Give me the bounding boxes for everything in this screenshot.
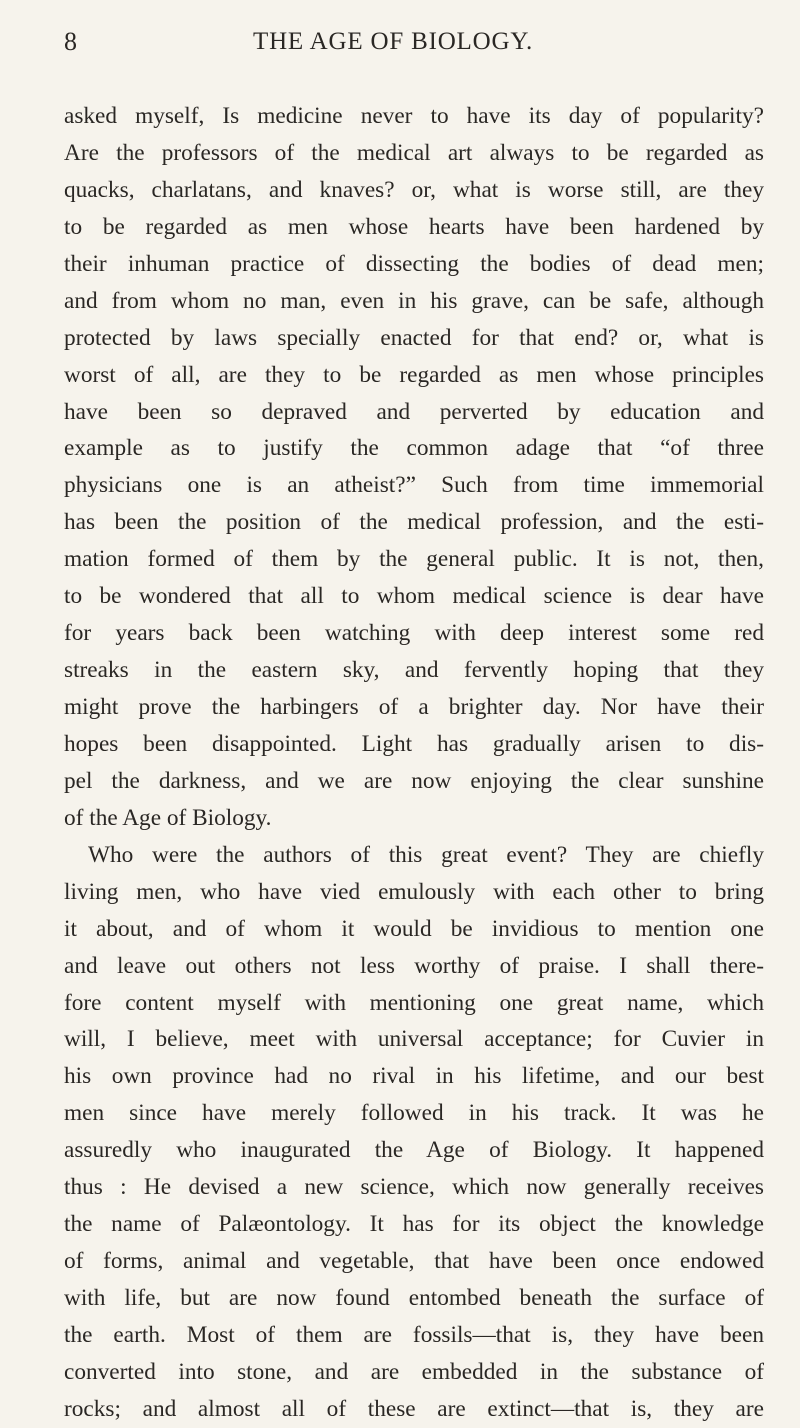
text-line: living men, who have vied emulously with each other to bring	[64, 878, 764, 905]
text-line: to be wondered that all to whom medical science is dear have	[64, 583, 764, 610]
text-line: it about, and of whom it would be invidious to mention one	[64, 915, 764, 942]
text-line: and leave out others not less worthy of praise. I shall there-	[64, 952, 764, 979]
text-line: quacks, charlatans, and knaves? or, what is worse still, are they	[64, 176, 764, 203]
text-line: pel the darkness, and we are now enjoying the clear sunshine	[64, 767, 764, 794]
text-line: assuredly who inaugurated the Age of Biology. It happened	[64, 1137, 764, 1164]
text-line: example as to justify the common adage that “of three	[64, 435, 764, 462]
text-line: will, I believe, meet with universal acceptance; for Cuvier in	[64, 1026, 764, 1053]
text-line: has been the position of the medical profession, and the esti-	[64, 509, 764, 536]
text-line: of the Age of Biology.	[64, 804, 272, 831]
text-line: might prove the harbingers of a brighter day. Nor have their	[64, 694, 764, 720]
text-line: worst of all, are they to be regarded as men whose principles	[64, 361, 764, 388]
text-line: fore content myself with mentioning one great name, which	[64, 989, 764, 1016]
text-line: to be regarded as men whose hearts have been hardened by	[64, 213, 764, 240]
text-line: his own province had no rival in his lifetime, and our best	[64, 1063, 764, 1090]
text-line: asked myself, Is medicine never to have its day of popularity?	[64, 103, 764, 129]
text-line: of forms, animal and vegetable, that have been once endowed	[64, 1248, 764, 1275]
text-line: men since have merely followed in his track. It was he	[64, 1100, 764, 1127]
body-text	[64, 98, 764, 1428]
running-head	[64, 26, 800, 58]
text-line: Who were the authors of this great event? They are chiefly	[88, 841, 764, 868]
running-title: THE AGE OF BIOLOGY.	[253, 28, 534, 55]
text-line: rocks; and almost all of these are extinct—that is, they are	[64, 1395, 764, 1422]
text-line: and from whom no man, even in his grave, can be safe, although	[64, 287, 764, 314]
page-number: 8	[64, 27, 78, 56]
text-line: streaks in the eastern sky, and fervently hoping that they	[64, 657, 764, 684]
text-line: converted into stone, and are embedded in the substance of	[64, 1358, 764, 1385]
text-line: their inhuman practice of dissecting the bodies of dead men;	[64, 250, 764, 277]
text-line: have been so depraved and perverted by education and	[64, 398, 764, 425]
text-line: the earth. Most of them are fossils—that is, they have been	[64, 1321, 764, 1348]
text-line: thus : He devised a new science, which now generally receives	[64, 1174, 764, 1201]
text-line: for years back been watching with deep interest some red	[64, 620, 764, 647]
text-line: Are the professors of the medical art always to be regarded as	[64, 139, 764, 166]
text-line: protected by laws specially enacted for that end? or, what is	[64, 324, 764, 351]
text-line: physicians one is an atheist?” Such from time immemorial	[64, 472, 764, 499]
text-line: the name of Palæontology. It has for its object the knowledge	[64, 1211, 764, 1238]
text-line: mation formed of them by the general public. It is not, then,	[64, 546, 764, 573]
paragraph-1	[64, 98, 764, 837]
text-line: hopes been disappointed. Light has gradually arisen to dis-	[64, 730, 764, 757]
paragraph-2	[64, 837, 764, 1428]
text-line: with life, but are now found entombed beneath the surface of	[64, 1285, 764, 1311]
